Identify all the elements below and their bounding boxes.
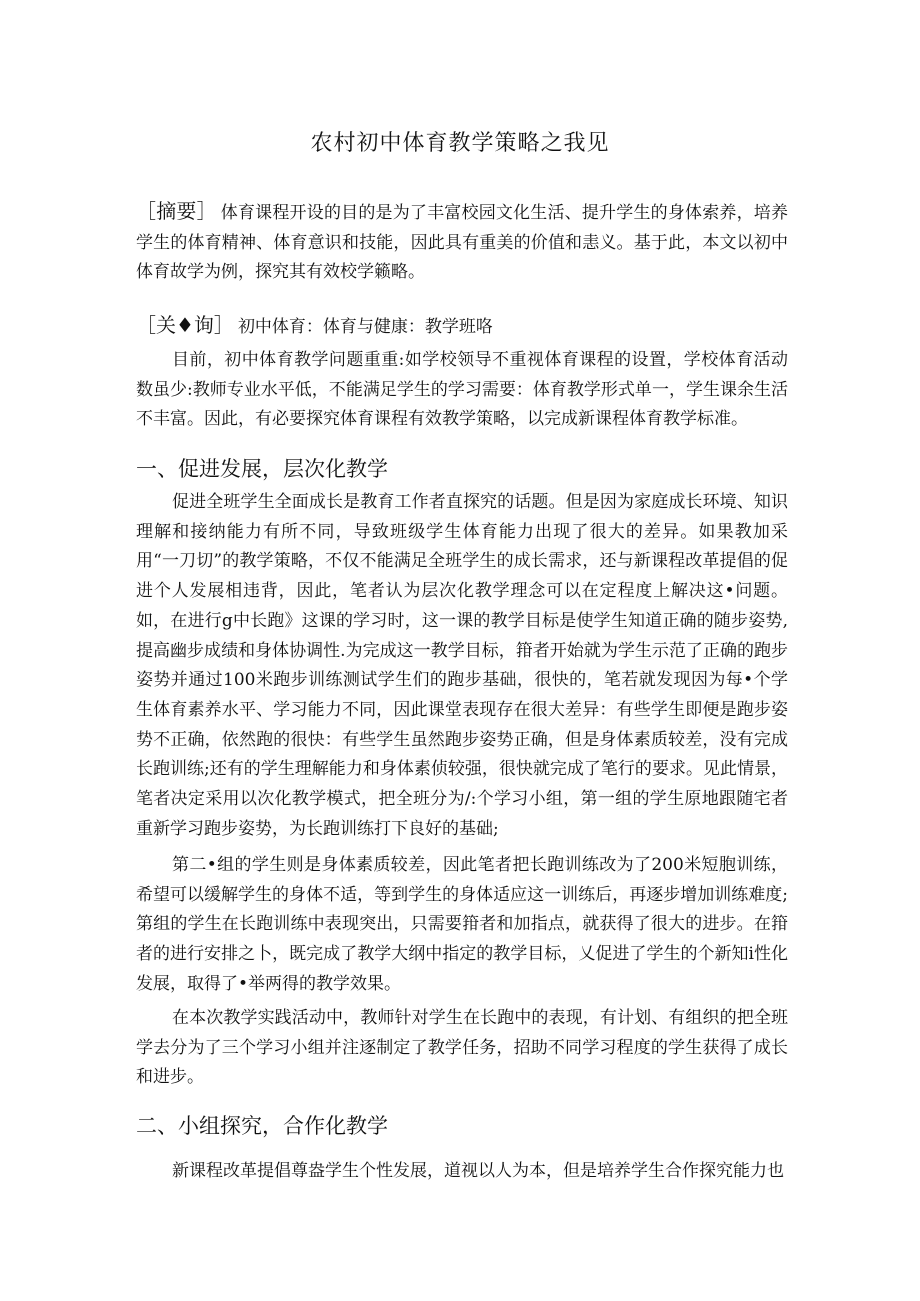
section-2-paragraph-1: 新课程改革提倡尊盎学生个性发展，道视以人为本，但是培养学生合作探究能力也: [172, 1161, 784, 1181]
abstract: [136, 197, 788, 288]
section-1-paragraph-3: 在本次教学实践活动中，教师针对学生在长跑中的表现，有计划、有组织的把全班学去分为了三个学习小组并注逐制定了教学任务，招助不同学习程度的学生获得了成长和进步。: [136, 1008, 788, 1088]
document-title: 农村初中体育教学策略之我见: [310, 131, 610, 156]
keywords-text: 初中体育：体育与健康：教学班咯: [237, 317, 493, 337]
keywords: [136, 311, 788, 343]
section-1-paragraph-1: 促进全班学生全面成长是教育工作者直探究的话题。但是因为家庭成长环境、知识理解和接纳能力有所不同，导致班级学生体育能力出现了很大的差异。如果教加采用“一刀切”的教学策略，不仅不能满足全班学生的成长需求，还与新课程改革提倡的促进个人发展相违背，因此，笔者认为层次化教学理念可以在定程度上解决这•问题。如，在进行g中长跑》这课的学习时，这一课的教学目标是使学生知道正确的随步姿势,提高幽步成绩和身体协调性.为完成这一教学目标，箝者开始就为学生示范了正确的跑步姿势并通过100米跑步训练测试学生们的跑步基础，很快的，笔若就发现因为每•个学生体育素养水平、学习能力不同，因此课堂表现存在很大差异：有些学生即便是跑步姿势不正确，依然跑的很快：有些学生虽然跑步姿势正确，但是身体素质较差，没有完成长跑训练;还有的学生理解能力和身体素侦较强，很快就完成了笔行的要求。见此情景，笔者决定采用以次化教学模式，把全班分为/:个学习小组，第一组的学生原地跟随宅者重新学习跑步姿势，为长跑训练打下良好的基础;: [136, 492, 788, 839]
section-2-heading: 二、小组探究，合作化教学: [136, 1114, 388, 1138]
abstract-text: 体育课程开设的目的是为了丰富校园文化生活、提升学生的身体索养，培养学生的体育精神、体育意识和技能，因此具有重美的价值和恚义。基于此，本文以初中体育故学为例，探究其有效校学籁略。: [136, 203, 789, 283]
abstract-label: ［摘要］: [136, 199, 217, 223]
intro-paragraph: 目前，初中体育教学问题重重:如学校领导不重视体育课程的设置，学校体育活动数虽少:教师专业水平低，不能满足学生的学习需要：体育教学形式单一，学生课余生活不丰富。因此，有必要探究体育课程有效教学策略，以完成新课程体育教学标准。: [136, 350, 788, 430]
section-1-paragraph-2: 第二•组的学生则是身体素质较差，因此笔者把长跑训练改为了200米短胞训练，希望可以缓解学生的身体不适，等到学生的身体适应这一训练后，再逐步增加训练难度;第组的学生在长跑训练中表现突出，只需要箝者和加指点，就获得了很大的进步。在箝者的进行安排之卜，既完成了教学大纲中指定的教学目标，乂促进了学生的个新知i性化发展，取得了•举两得的教学效果。: [136, 855, 788, 994]
section-1-heading: 一、促进发展，层次化教学: [136, 457, 388, 481]
keywords-label: ［关♦询］: [136, 313, 234, 337]
